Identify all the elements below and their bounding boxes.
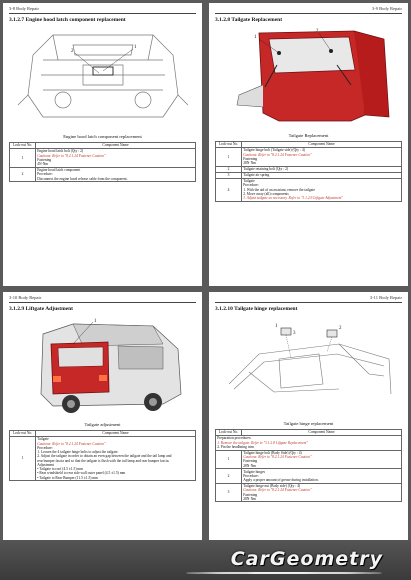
engine-hood-latch-diagram [13,25,193,128]
column-header: Lock-out No. [216,430,242,436]
component-table [215,429,402,502]
row-line: Tailgate hinges [243,469,265,474]
header-rule [215,302,402,303]
manual-page-tailgate-hinge [209,292,408,540]
section-title: 3.1.2.10 Tailgate hinge replacement [215,306,298,312]
row-line: Tailgate air spring [243,173,270,178]
row-line: 4N·Nm [37,162,49,167]
section-title: 3.1.2.7 Engine hood latch component replacement [9,17,126,23]
caution-link[interactable]: Cautions: Refer to "8.2.1.24 Fastener Caution" [243,488,312,493]
svg-text:1: 1 [254,35,257,40]
row-line: Tailgate [243,179,255,184]
row-line: • Tailgate to roof (4.5 ±1.5) mm [37,467,84,472]
page-header: 3-11 Body Repair [369,295,402,300]
section-title: 3.1.2.9 Liftgate Adjustment [9,306,74,312]
figure-caption: Tailgate adjustment [84,422,121,427]
row-line: Engine hood latch component [37,168,81,173]
table-row [216,178,402,201]
figure-caption: Tailgate Replacement [288,133,329,138]
caution-link[interactable]: Cautions: Refer to "8.2.1.24 Fastener Caution" [37,441,106,446]
svg-text:1: 1 [134,45,137,50]
column-header: Lock-out No. [10,143,36,149]
component-table [9,142,196,182]
column-header: Component Name [242,142,402,148]
row-number: 3 [216,172,242,178]
row-line: Disconnect the engine hood release cable from the component. [37,176,128,181]
table-row [10,149,196,168]
row-line: Fastening [37,157,52,162]
column-header: Lock-out No. [216,142,242,148]
row-line: 2. Adjust the tailgate in order to obtain an even gap between the tailgate and the tail lamp and [37,454,172,459]
caution-link[interactable]: Cautions: Refer to "8.2.1.24 Fastener Caution" [243,455,312,460]
row-line: Engine hood latch bolt (Qty : 2) [37,149,84,154]
row-line: Adjustment [37,462,54,467]
row-line: 28N·Nm [243,496,256,501]
svg-text:3: 3 [293,331,296,336]
tailgate-adjustment-diagram [13,314,193,414]
watermark-logo: CarGeometry [230,548,383,570]
row-line: Preparation procedures: [217,436,252,441]
tailgate-diagram [219,25,399,125]
section-title: 3.1.2.8 Tailgate Replacement [215,17,283,23]
row-line: • Tailgate to Rear Bumper (11.5 ±1.5) mm [37,475,98,480]
row-line: Tailgate hinge bolt (Tailgate side) (Qty : 4) [243,148,305,153]
row-line: 1. With the aid of an assistant, remove the tailgate [243,187,315,192]
svg-text:1: 1 [94,319,97,324]
manual-page-engine-hood-latch [3,3,202,286]
row-line: Tailgate hinge nut (Body side) (Qty : 4) [243,484,301,489]
row-number: 2 [216,166,242,172]
svg-text:2: 2 [339,326,342,331]
manual-page-liftgate-adjustment [3,292,202,540]
row-line: 1. Loosen the 4 tailgate hinge bolts to adjust the tailgate. [37,450,119,455]
row-line: • Rear windshield to rear side wall outer panel (4.5 ±1.5) mm [37,471,126,476]
row-line: Procedure: [37,172,53,177]
row-line: Apply a proper amount of grease during installation. [243,478,319,483]
page-header: 3-8 Body Repair [9,6,39,11]
column-header: Component Name [242,430,402,436]
component-table [9,430,196,481]
row-number: 1 [10,149,36,168]
row-line: 2. Move away (all) components [243,191,289,196]
header-rule [9,302,196,303]
header-rule [215,13,402,14]
page-header: 3-10 Body Repair [9,295,42,300]
svg-text:1: 1 [275,324,278,329]
row-line: Procedure: [243,183,259,188]
row-number: 1 [216,450,242,469]
row-line: 28N·Nm [243,463,256,468]
column-header: Component Name [36,143,196,149]
cross-reference-link[interactable]: 3. Adjust tailgate as necessary. Refer to "3.1.2.9 Liftgate Adjustment" [243,196,343,201]
row-number: 4 [216,178,242,201]
row-number: 2 [216,469,242,483]
svg-text:2: 2 [71,49,74,54]
caution-link[interactable]: Cautions: Refer to "8.2.1.24 Fastener Caution" [37,153,106,158]
row-line: Tailgate hinge bolt (Body Side) (Qty : 4) [243,450,302,455]
header-rule [9,13,196,14]
svg-text:2: 2 [316,29,319,34]
table-row [216,483,402,502]
row-line: Fastening [243,156,258,161]
row-number: 3 [216,483,242,502]
row-number: 2 [10,167,36,181]
figure-caption: Tailgate hinge replacement [283,421,334,426]
table-row [10,437,196,481]
row-line: 28N·Nm [243,161,256,166]
row-number: 1 [10,437,36,481]
row-line: rear bumper fascia and so that the tailgate is flush with the tail lamp and rear bumper fascia. [37,458,170,463]
column-header: Lock-out No. [10,431,36,437]
figure-caption: Engine hood latch component replacement [63,134,142,139]
logo-swoosh [186,572,382,574]
row-line: 2. Pin the headlining trim [217,444,254,449]
caution-link[interactable]: Cautions: Refer to "8.2.1.24 Fastener Caution" [243,152,312,157]
row-line: Fastening [243,459,258,464]
table-row [216,450,402,469]
table-row [10,167,196,181]
row-line: Tailgate [37,437,49,442]
column-header: Component Name [36,431,196,437]
table-row [216,469,402,483]
tailgate-hinge-diagram [219,314,399,414]
row-line: Procedure: [37,445,53,450]
row-line: Tailgate retaining bolt (Qty : 2) [243,167,289,172]
row-number: 1 [216,148,242,167]
manual-page-tailgate-replacement [209,3,408,286]
row-line: Procedure: [243,473,259,478]
cross-reference-link[interactable]: 1. Remove the tailgate. Refer to "3.1.2.8 Liftgate Replacement" [217,440,308,445]
table-row [216,148,402,167]
component-table [215,141,402,202]
page-header: 3-9 Body Repair [372,6,402,11]
row-line: Fastening [243,492,258,497]
preparation-row [216,436,402,450]
